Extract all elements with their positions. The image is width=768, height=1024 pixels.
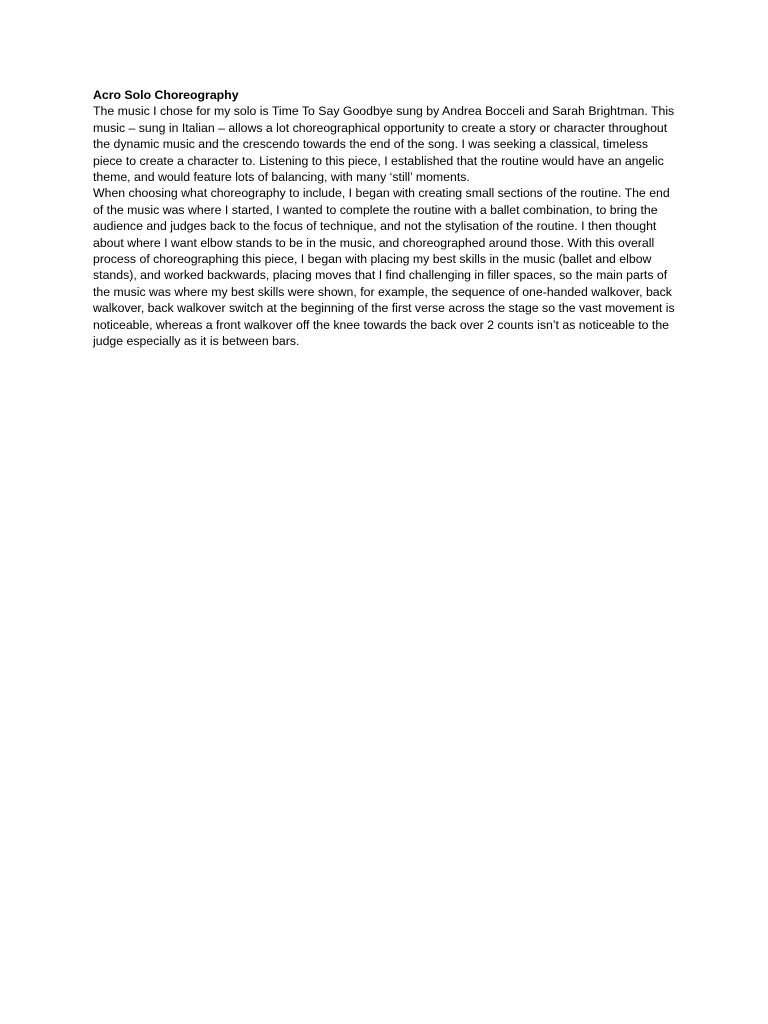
document-body [93, 87, 677, 350]
paragraph-music-choice: The music I chose for my solo is Time To Say Goodbye sung by Andrea Bocceli and Sarah Brightman. This music – sung in Italian – allows a lot choreographical opportunity to create a story or character throughout the dynamic music and the crescendo towards the end of the song. I was seeking a classical, timeless piece to create a character to. Listening to this piece, I established that the routine would have an angelic theme, and would feature lots of balancing, with many ‘still’ moments. [93, 104, 675, 185]
document-title: Acro Solo Choreography [93, 88, 239, 102]
paragraph-choreography-process: When choosing what choreography to include, I began with creating small sections of the routine. The end of the music was where I started, I wanted to complete the routine with a ballet combination, to bring the audience and judges back to the focus of technique, and not the stylisation of the routine. I then thought about where I want elbow stands to be in the music, and choreographed around those. With this overall process of choreographing this piece, I began with placing my best skills in the music (ballet and elbow stands), and worked backwards, placing moves that I find challenging in filler spaces, so the main parts of the music was where my best skills were shown, for example, the sequence of one-handed walkover, back walkover, back walkover switch at the beginning of the first verse across the stage so the vast movement is noticeable, whereas a front walkover off the knee towards the back over 2 counts isn’t as noticeable to the judge especially as it is between bars. [93, 186, 675, 349]
